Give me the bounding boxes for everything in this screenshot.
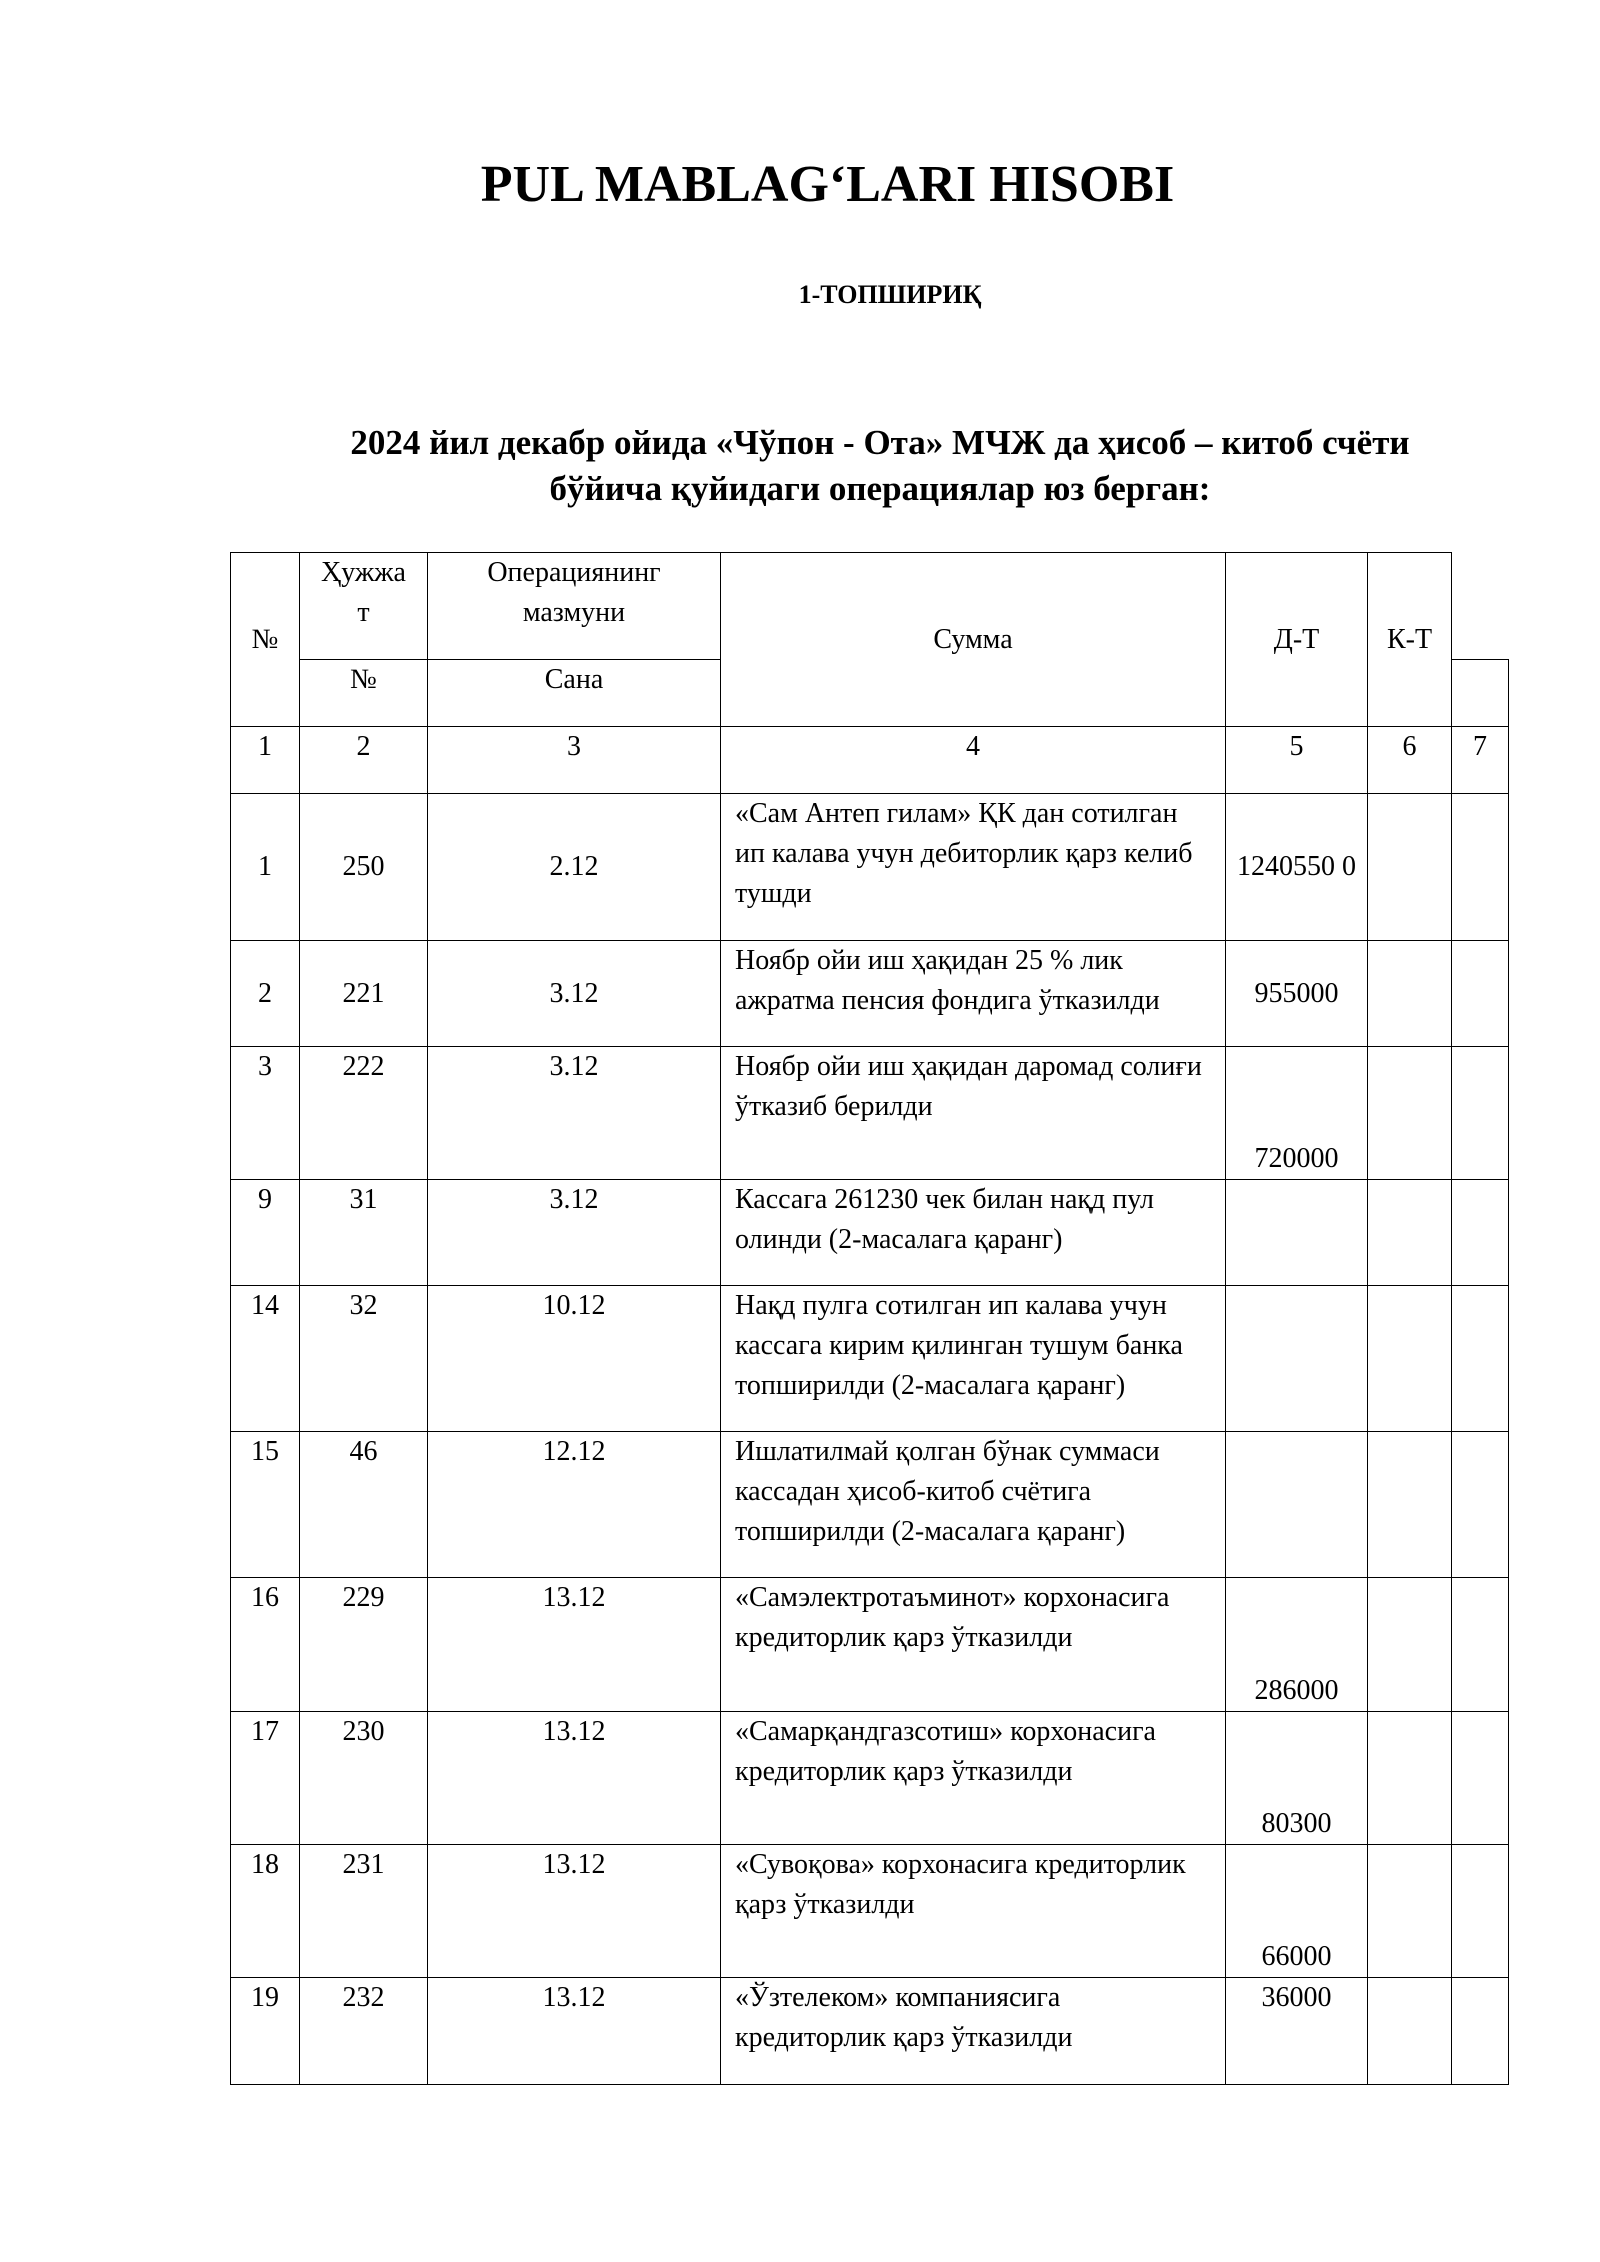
row-kt [1452,1180,1509,1286]
row-kt [1452,1978,1509,2085]
header-sum: Сумма [721,553,1226,727]
document-title: PUL MABLAG‘LARI HISOBI [480,156,1175,213]
table-row [231,1286,1509,1432]
row-dt [1368,1047,1452,1180]
column-number: 6 [1368,727,1452,794]
table-row [231,1578,1509,1712]
table-row [231,1047,1509,1180]
row-number: 18 [231,1845,300,1978]
header-date: Сана [428,660,721,727]
operations-table [230,552,1509,2085]
row-sum [1226,1432,1368,1578]
table-row [231,1432,1509,1578]
header-document [300,553,428,660]
row-dt [1368,1845,1452,1978]
table-row [231,941,1509,1047]
row-description: «Сам Антеп гилам» ҚК дан сотилган ип калава учун дебиторлик қарз келиб тушди [721,794,1226,941]
row-date: 3.12 [428,1047,721,1180]
row-number: 14 [231,1286,300,1432]
row-document: 230 [300,1712,428,1845]
row-number: 15 [231,1432,300,1578]
header-kt: К-Т [1368,553,1452,727]
row-description: Нақд пулга сотилган ип калава учун кассага кирим қилинган тушум банка топширилди (2-масалага қаранг) [721,1286,1226,1432]
row-date: 2.12 [428,794,721,941]
row-description: Ноябр ойи иш ҳақидан даромад солиғи ўтказиб берилди [721,1047,1226,1180]
row-kt [1452,1047,1509,1180]
row-document: 229 [300,1578,428,1712]
row-date: 13.12 [428,1578,721,1712]
row-number: 16 [231,1578,300,1712]
row-sum: 66000 [1226,1845,1368,1978]
table-row [231,1845,1509,1978]
row-dt [1368,1286,1452,1432]
row-sum: 36000 [1226,1978,1368,2085]
row-number: 3 [231,1047,300,1180]
row-sum [1226,1180,1368,1286]
row-dt [1368,794,1452,941]
row-date: 13.12 [428,1978,721,2085]
row-number: 2 [231,941,300,1047]
row-document: 250 [300,794,428,941]
row-number: 17 [231,1712,300,1845]
row-kt [1452,1432,1509,1578]
row-dt [1368,941,1452,1047]
column-number: 3 [428,727,721,794]
header-operation [428,553,721,660]
row-dt [1368,1978,1452,2085]
row-date: 3.12 [428,941,721,1047]
task-subtitle: 1-ТОПШИРИҚ [798,280,982,309]
row-kt [1452,1712,1509,1845]
row-sum: 286000 [1226,1578,1368,1712]
row-description: Кассага 261230 чек билан нақд пул олинди (2-масалага қаранг) [721,1180,1226,1286]
row-date: 12.12 [428,1432,721,1578]
row-document: 46 [300,1432,428,1578]
row-document: 32 [300,1286,428,1432]
row-description: «Самэлектротаъминот» корхонасига кредиторлик қарз ўтказилди [721,1578,1226,1712]
row-date: 13.12 [428,1712,721,1845]
intro-line-2: бўйича қуйидаги операциялар юз берган: [549,469,1211,508]
row-dt [1368,1712,1452,1845]
header-no: № [231,553,300,727]
table-row [231,1978,1509,2085]
row-description: «Самарқандгазсотиш» корхонасига кредиторлик қарз ўтказилди [721,1712,1226,1845]
column-number: 1 [231,727,300,794]
header-row-1 [231,553,1509,660]
header-operation-line-1: Операциянинг [487,557,661,588]
header-empty-cell [1452,553,1509,660]
row-dt [1368,1578,1452,1712]
row-kt [1452,1845,1509,1978]
row-sum: 955000 [1226,941,1368,1047]
row-dt [1368,1432,1452,1578]
row-description: Ишлатилмай қолган бўнак суммаси кассадан ҳисоб-китоб счётига топширилди (2-масалага қаранг) [721,1432,1226,1578]
row-document: 221 [300,941,428,1047]
intro-text [230,420,1530,512]
row-kt [1452,941,1509,1047]
column-number: 4 [721,727,1226,794]
row-document: 222 [300,1047,428,1180]
column-number: 5 [1226,727,1368,794]
row-kt [1452,794,1509,941]
column-numbers-row [231,727,1509,794]
intro-line-1: 2024 йил декабр ойида «Чўпон - Ота» МЧЖ да ҳисоб – китоб счёти [350,423,1410,462]
row-document: 232 [300,1978,428,2085]
header-document-line-1: Ҳужжа [321,557,406,588]
row-date: 3.12 [428,1180,721,1286]
row-description: «Ўзтелеком» компаниясига кредиторлик қарз ўтказилди [721,1978,1226,2085]
column-number: 7 [1452,727,1509,794]
row-date: 13.12 [428,1845,721,1978]
row-sum: 1240550 0 [1226,794,1368,941]
table-row [231,1180,1509,1286]
row-description: «Сувоқова» корхонасига кредиторлик қарз ўтказилди [721,1845,1226,1978]
header-document-line-2: т [357,597,370,628]
header-col-7-empty [1452,660,1509,727]
row-kt [1452,1286,1509,1432]
row-document: 31 [300,1180,428,1286]
header-document-number: № [300,660,428,727]
row-sum: 80300 [1226,1712,1368,1845]
table-row [231,794,1509,941]
row-document: 231 [300,1845,428,1978]
header-dt: Д-Т [1226,553,1368,727]
row-number: 9 [231,1180,300,1286]
row-description: Ноябр ойи иш ҳақидан 25 % лик ажратма пенсия фондига ўтказилди [721,941,1226,1047]
header-operation-line-2: мазмуни [522,597,626,628]
row-sum [1226,1286,1368,1432]
row-date: 10.12 [428,1286,721,1432]
row-number: 19 [231,1978,300,2085]
row-kt [1452,1578,1509,1712]
row-dt [1368,1180,1452,1286]
column-number: 2 [300,727,428,794]
row-number: 1 [231,794,300,941]
row-sum: 720000 [1226,1047,1368,1180]
table-row [231,1712,1509,1845]
